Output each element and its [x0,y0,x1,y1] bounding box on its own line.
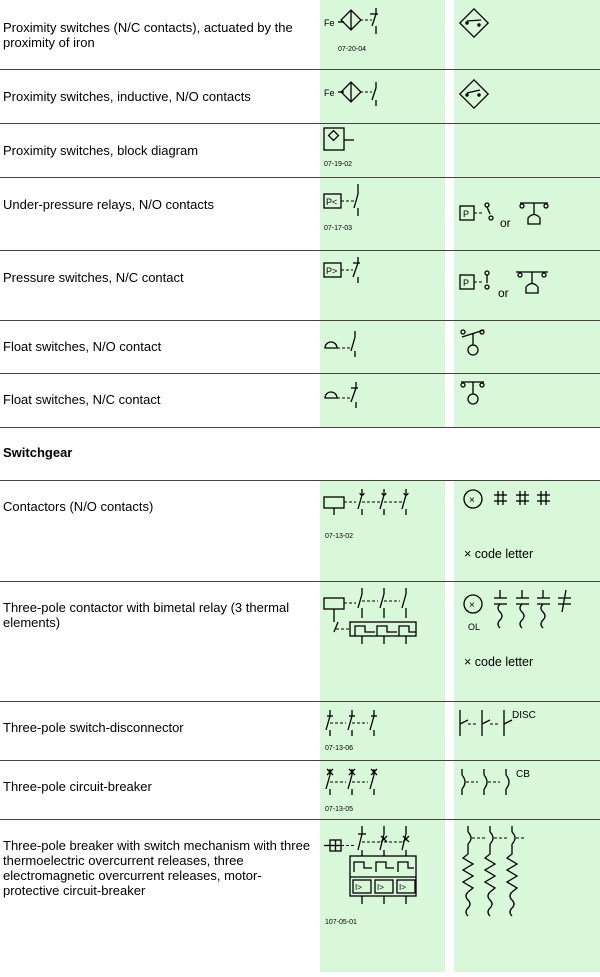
contact-pole [380,588,384,618]
iec-symbol [320,761,445,825]
table-row [0,178,600,251]
breaker-pole [484,769,487,795]
iec-code: 07-13-06 [325,745,354,752]
row-description: Under-pressure relays, N/O contacts [3,197,214,212]
ansi-label: CB [516,769,530,780]
ansi-symbol [454,582,600,707]
capacitor-contact [494,491,507,505]
ansi-or: or [498,286,509,300]
iec-symbol [320,251,445,326]
iec-label: P> [326,266,338,276]
ansi-symbol [454,374,600,433]
capacitor-contact [537,491,550,505]
contact-pole [402,489,408,515]
ansi-symbol [454,702,600,766]
ansi-symbol [454,481,600,587]
breaker-pole [358,826,366,856]
ansi-symbol [454,178,600,256]
iec-symbol [320,0,445,75]
ansi-symbol [454,761,600,825]
ansi-symbol [454,70,600,129]
ansi-label: P [463,278,470,288]
ansi-symbol [454,0,600,75]
svg-text:I>: I> [377,883,384,892]
table-row [0,251,600,321]
svg-text:I>: I> [355,883,362,892]
ansi-symbol [454,321,600,379]
section-title: Switchgear [3,445,73,460]
table-row [0,374,600,428]
svg-text:×: × [469,600,475,611]
svg-text:I>: I> [399,883,406,892]
iec-symbol [320,321,445,379]
iec-label: P< [326,197,338,207]
row-description: Three-pole contactor with bimetal relay (3 thermal elements) [3,600,290,630]
disconnect-pole [460,710,468,736]
ansi-or: or [500,216,511,230]
iec-symbol [320,374,445,433]
iec-code: 07-20-04 [338,46,367,53]
breaker-pole [380,826,387,856]
disconnect-pole [504,710,512,736]
breaker-pole [402,826,409,856]
breaker-pole [370,769,377,795]
capacitor-contact [516,491,529,505]
contact-pole [358,588,362,618]
row-description: Three-pole breaker with switch mechanism with three thermoelectric overcurrent releases, three electromagnetic overcurrent releases, motor-protective circuit-breaker [3,838,311,898]
iec-symbol [320,582,445,707]
breaker-pole [506,769,509,795]
capacitor-contact [516,590,529,628]
ansi-symbol [454,820,600,977]
svg-text:×: × [469,495,475,506]
row-description: Three-pole switch-disconnector [3,720,184,735]
table-row [0,702,600,761]
code-letter-note: × code letter [464,547,534,561]
capacitor-contact [537,590,550,628]
iec-label: Fe [324,88,335,98]
row-description: Float switches, N/C contact [3,392,161,407]
table-row [0,820,600,972]
capacitor-contact [494,590,507,628]
breaker-pole [462,769,465,795]
breaker-pole [507,826,517,916]
iec-code: 07-13-05 [325,806,354,813]
ansi-label: P [463,209,470,219]
row-description: Three-pole circuit-breaker [3,779,152,794]
table-row [0,582,600,702]
ansi-label: DISC [512,710,536,721]
contact-pole [370,710,377,736]
iec-symbol [320,178,445,256]
iec-label: Fe [324,18,335,28]
breaker-pole [485,826,495,916]
iec-symbol [320,820,445,977]
disconnect-pole [482,710,490,736]
iec-code: 07-17-03 [324,225,353,232]
iec-symbol [320,481,445,587]
row-description: Pressure switches, N/C contact [3,270,184,285]
iec-symbol [320,70,445,129]
iec-symbol [320,124,445,183]
row-description: Contactors (N/O contacts) [3,499,154,514]
table-row [0,761,600,820]
table-row [0,481,600,582]
row-description: Float switches, N/O contact [3,339,162,354]
row-description: Proximity switches (N/C contacts), actuated by the proximity of iron [3,20,293,50]
table-row [0,321,600,374]
table-row [0,0,600,70]
row-description: Proximity switches, inductive, N/O contacts [3,89,251,104]
ansi-label: OL [468,622,481,632]
code-letter-note: × code letter [464,655,534,669]
ansi-symbol [454,251,600,326]
section-header [0,428,600,481]
table-row [0,70,600,124]
contact-pole [402,588,406,618]
iec-code: 107-05-01 [325,919,357,926]
iec-symbol [320,702,445,766]
table-row [0,124,600,178]
breaker-pole [463,826,473,916]
iec-code: 07-13-02 [325,533,354,540]
iec-code: 07-19-02 [324,161,353,168]
row-description: Proximity switches, block diagram [3,143,199,158]
